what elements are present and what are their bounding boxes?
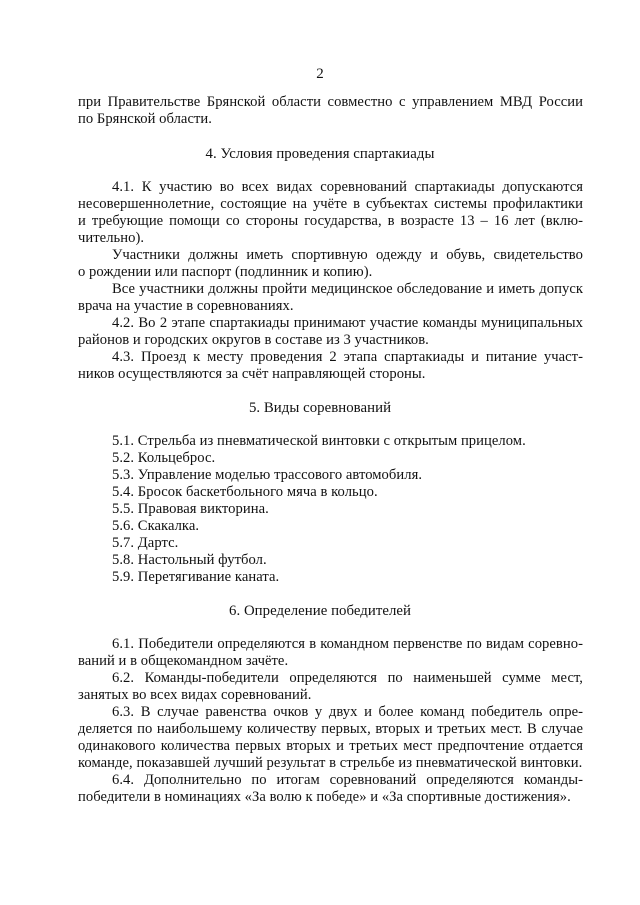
section-6-p1-line: 6.1. Победители определяются в командном первенстве по видам соревно- xyxy=(112,636,583,652)
intro-line: при Правительстве Брянской области совместно с управлением МВД России xyxy=(78,94,583,110)
list-item: 5.6. Скакалка. xyxy=(112,518,200,534)
list-item: 5.1. Стрельба из пневматической винтовки с открытым прицелом. xyxy=(112,433,526,449)
section-4-p1-line: и требующие помощи со стороны государства, в возрасте 13 – 16 лет (вклю- xyxy=(78,213,583,229)
section-4-p2-line: о рождении или паспорт (подлинник и копию). xyxy=(78,264,373,280)
section-6-p3-line: деляется по наибольшему количеству первых, вторых и третьих мест. В случае xyxy=(78,721,583,737)
section-4-p1-line: чительно). xyxy=(78,230,145,246)
section-4-p5-line: 4.3. Проезд к месту проведения 2 этапа спартакиады и питание участ- xyxy=(112,349,583,365)
list-item: 5.3. Управление моделью трассового автомобиля. xyxy=(112,467,423,483)
list-item: 5.5. Правовая викторина. xyxy=(112,501,269,517)
list-item: 5.7. Дартс. xyxy=(112,535,179,551)
section-5-heading: 5. Виды соревнований xyxy=(248,400,392,416)
section-6-p2-line: 6.2. Команды-победители определяются по наименьшей сумме мест, xyxy=(112,670,583,686)
section-4-p1-line: 4.1. К участию во всех видах соревнований спартакиады допускаются xyxy=(112,179,583,195)
section-4-p4-line: районов и городских округов в составе из 3 участников. xyxy=(78,332,429,348)
section-6-p3-line: одинакового количества первых вторых и третьих мест предпочтение отдается xyxy=(78,738,583,754)
section-4-p1-line: несовершеннолетние, состоящие на учёте в субъектах системы профилактики xyxy=(78,196,583,212)
section-4-p2-line: Участники должны иметь спортивную одежду и обувь, свидетельство xyxy=(112,247,583,263)
intro-line: по Брянской области. xyxy=(78,111,212,127)
section-6-p4-line: 6.4. Дополнительно по итогам соревнований определяются команды- xyxy=(112,772,583,788)
list-item: 5.8. Настольный футбол. xyxy=(112,552,267,568)
section-6-p3-line: 6.3. В случае равенства очков у двух и более команд победитель опре- xyxy=(112,704,583,720)
list-item: 5.4. Бросок баскетбольного мяча в кольцо. xyxy=(112,484,378,500)
section-4-p4-line: 4.2. Во 2 этапе спартакиады принимают участие команды муниципальных xyxy=(112,315,583,331)
section-4-p3-line: врача на участие в соревнованиях. xyxy=(78,298,294,314)
section-4-p5-line: ников осуществляются за счёт направляющей стороны. xyxy=(78,366,426,382)
section-6-p1-line: ваний и в общекомандном зачёте. xyxy=(78,653,289,669)
section-6-p3-line: команде, показавшей лучший результат в стрельбе из пневматической винтовки. xyxy=(78,755,583,771)
section-4-heading: 4. Условия проведения спартакиады xyxy=(205,146,435,162)
section-6-p4-line: победители в номинациях «За волю к победе» и «За спортивные достижения». xyxy=(78,789,571,805)
list-item: 5.2. Кольцеброс. xyxy=(112,450,216,466)
section-4-p3-line: Все участники должны пройти медицинское обследование и иметь допуск xyxy=(112,281,583,297)
list-item: 5.9. Перетягивание каната. xyxy=(112,569,280,585)
section-6-p2-line: занятых во всех видах соревнований. xyxy=(78,687,312,703)
section-6-heading: 6. Определение победителей xyxy=(229,603,411,619)
page-number: 2 xyxy=(316,66,324,82)
